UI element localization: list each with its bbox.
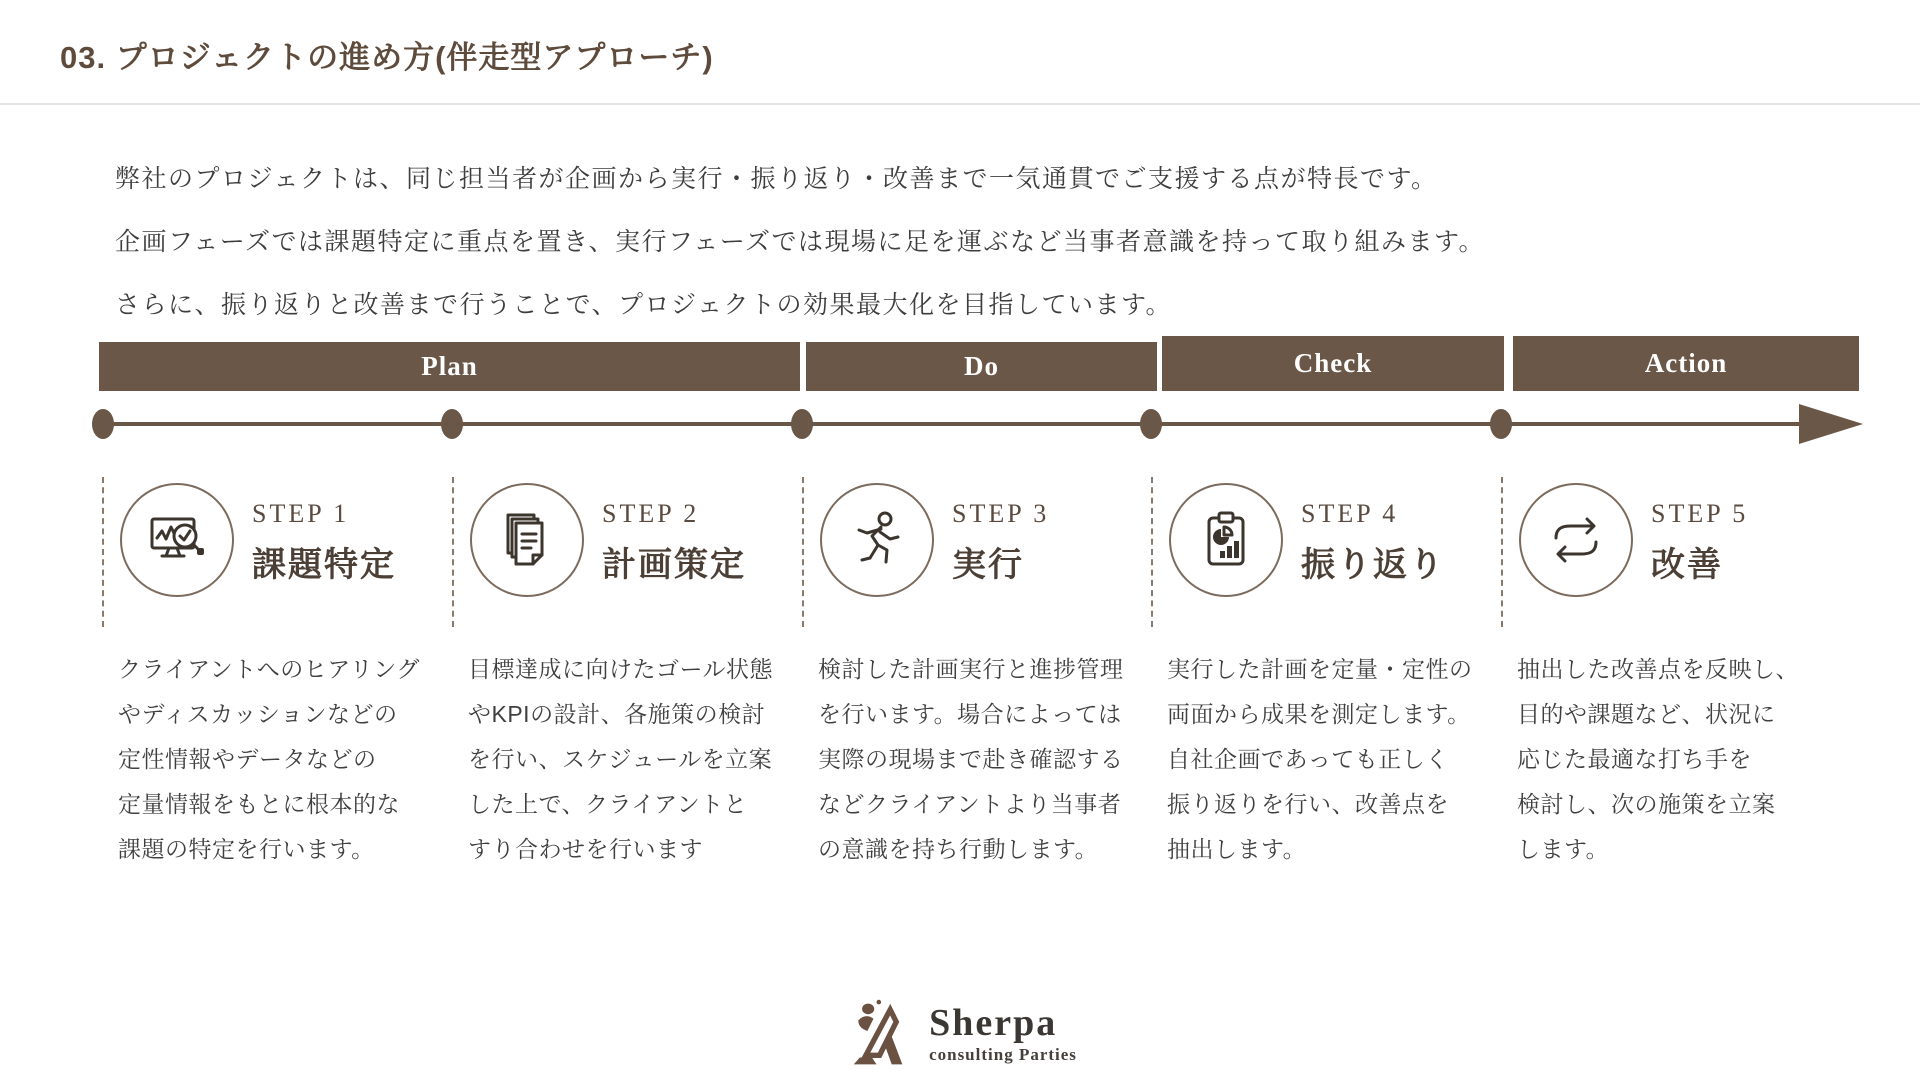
step-column-1 [102, 477, 451, 872]
step-description: 実行した計画を定量・定性の 両面から成果を測定します。 自社企画であっても正しく 振り返りを行い、改善点を 抽出します。 [1167, 656, 1473, 862]
monitor-chart-search-icon [120, 483, 234, 597]
step-number-label: STEP 1 [252, 499, 350, 528]
timeline-dot [791, 409, 813, 439]
step-number-label: STEP 4 [1301, 499, 1399, 528]
phase-label: Check [1293, 348, 1373, 378]
step-title: 改善 [1651, 546, 1723, 584]
step-header [1501, 477, 1850, 627]
phase-label: Action [1644, 348, 1728, 378]
step-header [1151, 477, 1500, 627]
logo-tagline: consulting Parties [929, 1045, 1077, 1064]
phase-label: Do [964, 351, 999, 381]
phase-label: Plan [421, 351, 478, 381]
step-description: クライアントへのヒアリング やディスカッションなどの 定性情報やデータなどの 定量情報をもとに根本的な 課題の特定を行います。 [118, 656, 420, 862]
timeline-arrowhead-icon [1799, 404, 1863, 444]
step-number-label: STEP 3 [952, 499, 1050, 528]
step-description: 検討した計画実行と進捗管理 を行います。場合によっては 実際の現場まで赴き確認する などクライアントより当事者 の意識を持ち行動します。 [818, 656, 1124, 862]
phase-bar-do [806, 342, 1157, 391]
step-number-label: STEP 2 [602, 499, 700, 528]
step-title: 実行 [952, 546, 1024, 584]
step-header [102, 477, 451, 627]
intro-line: 弊社のプロジェクトは、同じ担当者が企画から実行・振り返り・改善まで一気通貫でご支援する点が特長です。 [115, 165, 1438, 193]
step-column-2 [452, 477, 801, 872]
phase-bar-check [1162, 336, 1504, 391]
timeline-dot [92, 409, 114, 439]
logo-name: Sherpa [929, 1002, 1058, 1044]
timeline-dot [1140, 409, 1162, 439]
timeline-dot [1490, 409, 1512, 439]
step-column-4 [1151, 477, 1500, 872]
step-header [452, 477, 801, 627]
stacked-documents-icon [470, 483, 584, 597]
timeline-line [99, 422, 1805, 426]
phase-bar-plan [99, 342, 800, 391]
step-column-5 [1501, 477, 1850, 872]
clipboard-report-icon [1169, 483, 1283, 597]
timeline-dot [441, 409, 463, 439]
step-number-label: STEP 5 [1651, 499, 1749, 528]
phase-bar-action [1513, 336, 1859, 391]
page-title: 03. プロジェクトの進め方(伴走型アプローチ) [60, 40, 714, 75]
step-description: 目標達成に向けたゴール状態 やKPIの設計、各施策の検討 を行い、スケジュールを立案 した上で、クライアントと すり合わせを行います [468, 656, 774, 862]
step-title: 計画策定 [602, 546, 746, 584]
step-header [802, 477, 1151, 627]
header-divider [0, 103, 1920, 105]
intro-paragraph [115, 148, 1485, 337]
step-title: 振り返り [1301, 546, 1445, 584]
sherpa-logo-icon [843, 996, 919, 1072]
step-column-3 [802, 477, 1151, 872]
company-logo [843, 996, 1077, 1072]
intro-line: 企画フェーズでは課題特定に重点を置き、実行フェーズでは現場に足を運ぶなど当事者意識を持って取り組みます。 [115, 228, 1486, 256]
running-person-icon [820, 483, 934, 597]
intro-line: さらに、振り返りと改善まで行うことで、プロジェクトの効果最大化を目指しています。 [115, 291, 1173, 319]
step-description: 抽出した改善点を反映し、 目的や課題など、状況に 応じた最適な打ち手を 検討し、次の施策を立案 します。 [1517, 656, 1799, 862]
step-title: 課題特定 [252, 546, 396, 584]
cycle-arrows-icon [1519, 483, 1633, 597]
